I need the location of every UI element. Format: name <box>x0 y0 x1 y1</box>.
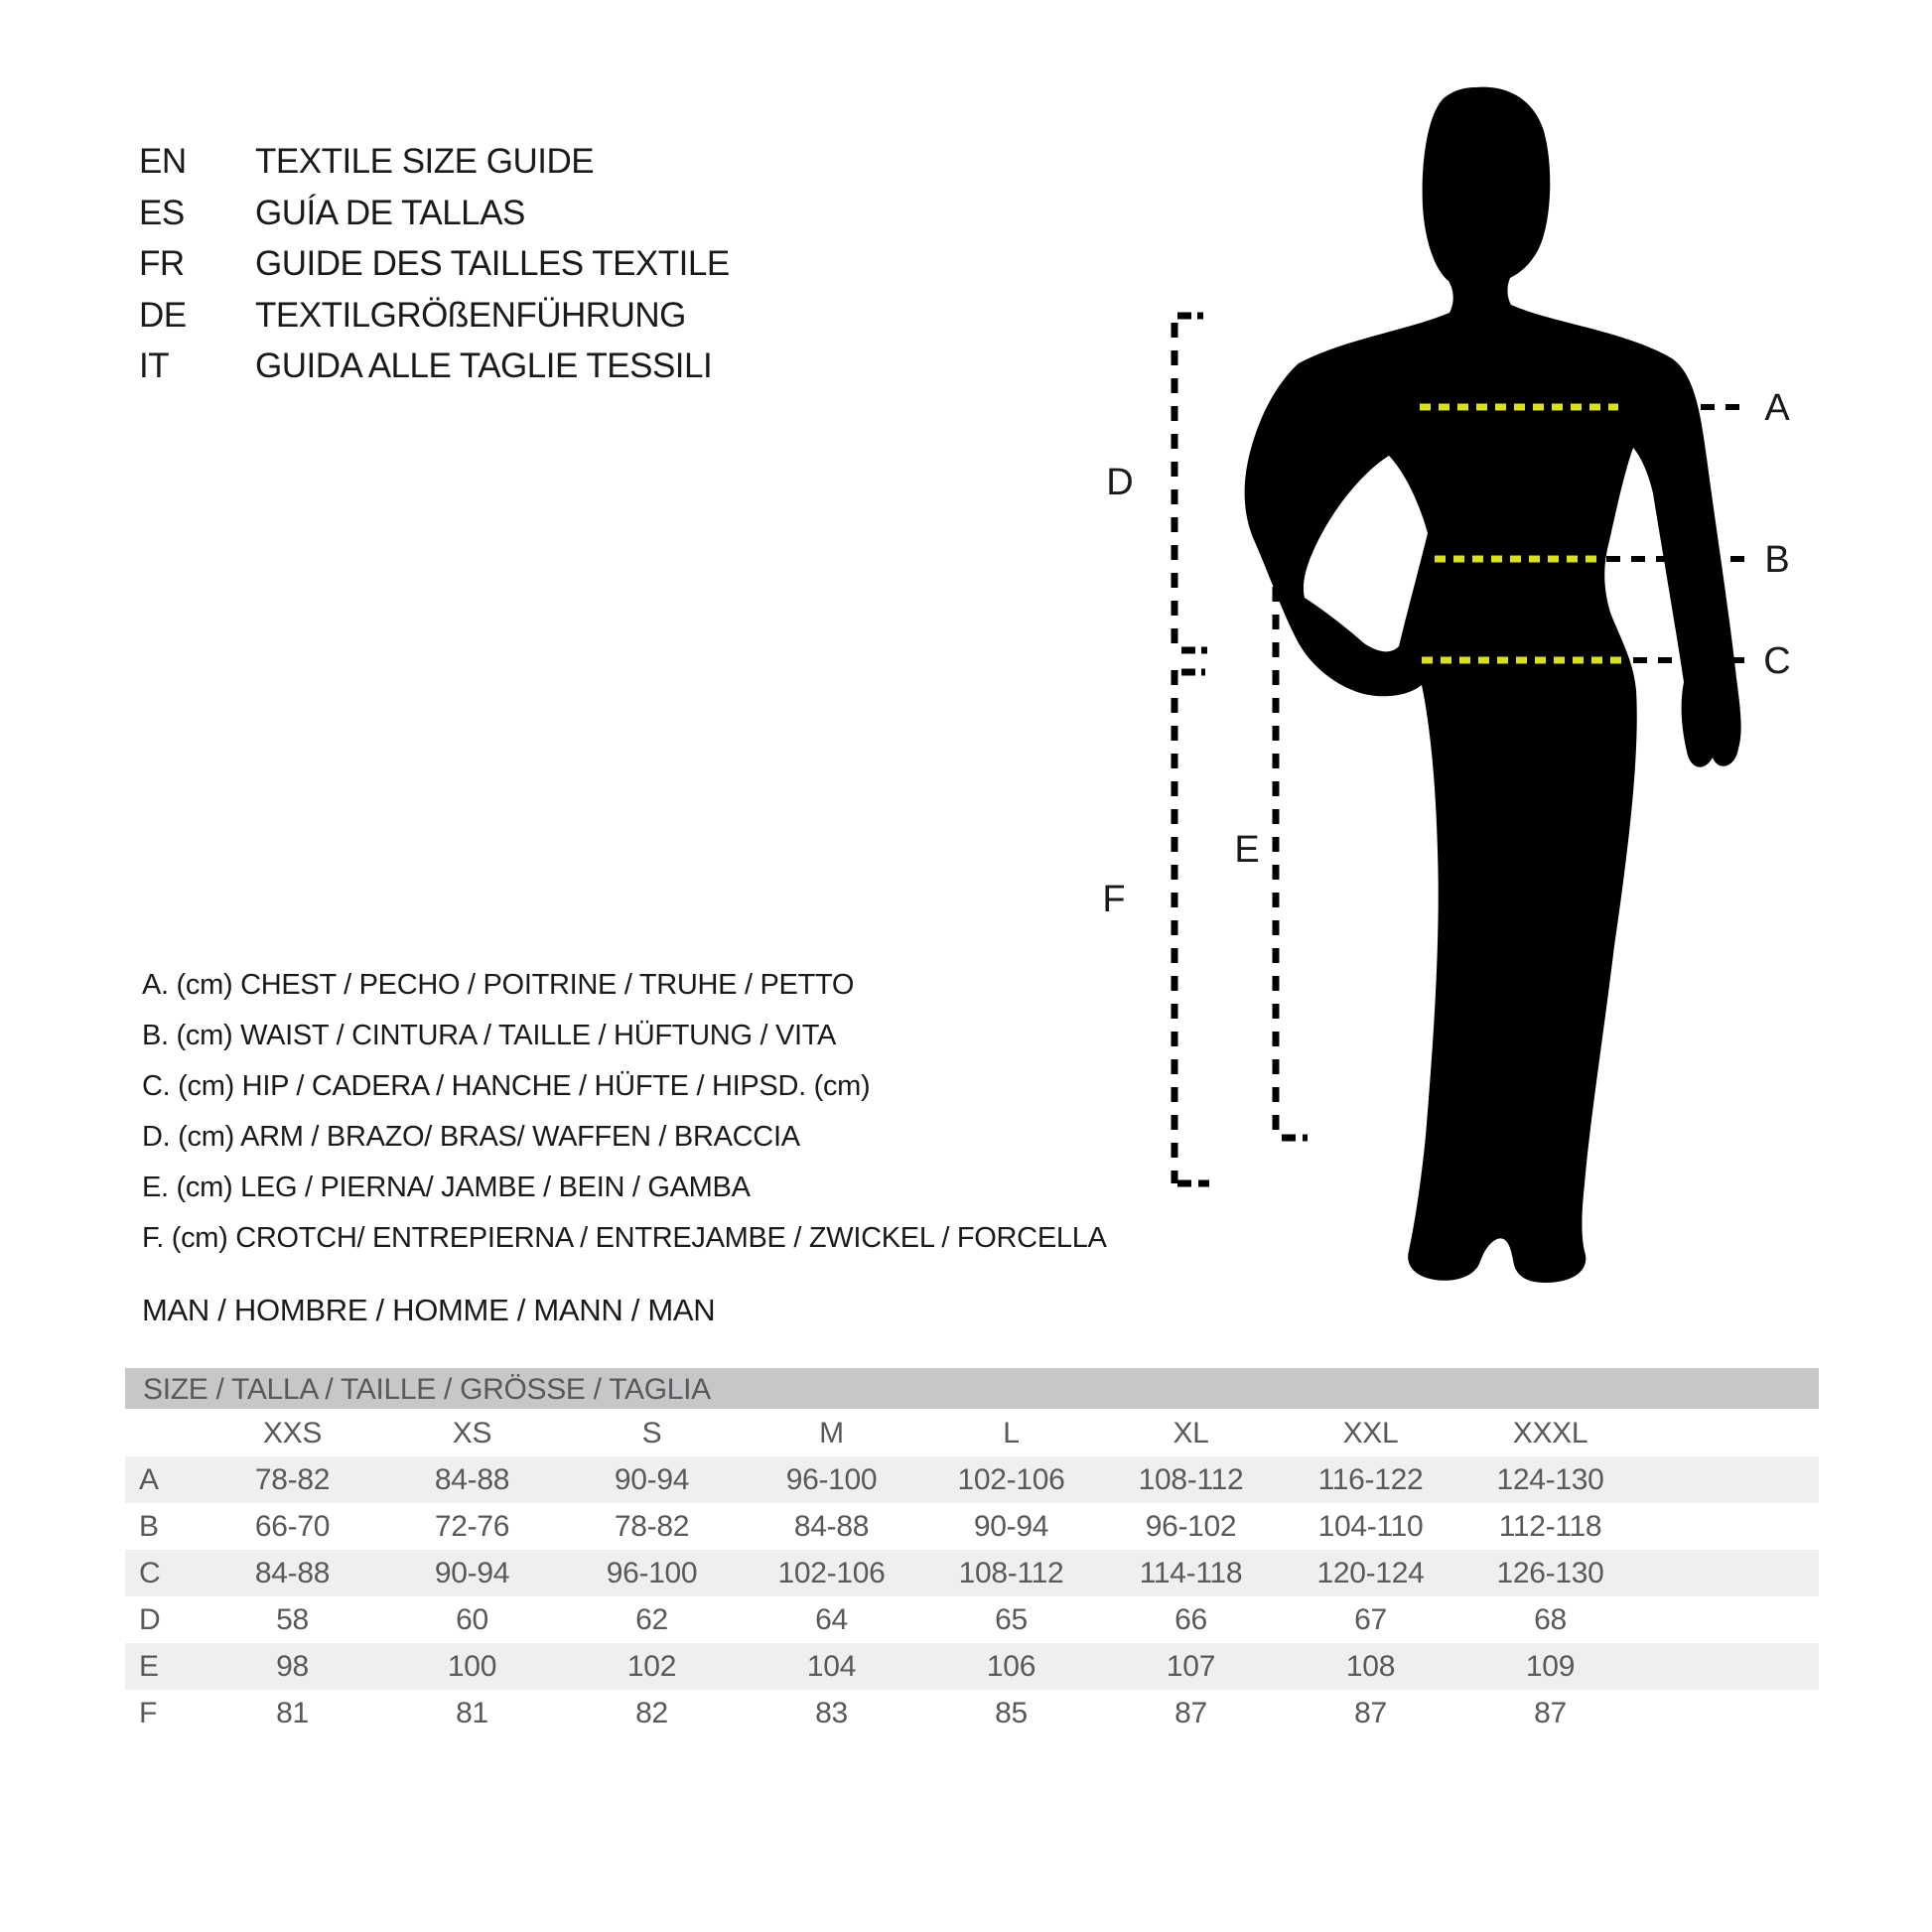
size-value-cell: 96-100 <box>606 1557 698 1589</box>
size-table-row <box>125 1503 1819 1550</box>
size-table-row <box>125 1596 1819 1643</box>
language-code: EN <box>139 142 187 181</box>
size-value-cell: 78-82 <box>614 1510 690 1543</box>
size-column-header: XS <box>452 1417 492 1449</box>
size-value-cell: 87 <box>1534 1697 1567 1729</box>
language-row <box>0 242 993 286</box>
size-value-cell: 102 <box>626 1650 677 1683</box>
size-value-cell: 100 <box>447 1650 497 1683</box>
size-table-body <box>125 1456 1819 1736</box>
language-row <box>0 140 993 184</box>
language-title: GUIDA ALLE TAGLIE TESSILI <box>255 346 713 385</box>
size-columns-row <box>125 1409 1819 1456</box>
size-value-cell: 68 <box>1534 1603 1567 1636</box>
size-value-cell: 84-88 <box>254 1557 331 1589</box>
size-table-row <box>125 1456 1819 1503</box>
size-row-label: B <box>139 1510 159 1543</box>
size-value-cell: 85 <box>995 1697 1028 1729</box>
language-row <box>0 294 993 338</box>
language-code: DE <box>139 295 187 335</box>
legend-line: F. (cm) CROTCH/ ENTREPIERNA / ENTREJAMBE / ZWICKEL / FORCELLA <box>142 1222 1107 1254</box>
measure-label-waist: B <box>1764 539 1790 581</box>
measure-label-arm: D <box>1106 462 1134 503</box>
size-value-cell: 126-130 <box>1496 1557 1604 1589</box>
size-value-cell: 108-112 <box>958 1557 1064 1589</box>
size-value-cell: 116-122 <box>1317 1463 1424 1496</box>
language-title: GUÍA DE TALLAS <box>255 193 525 232</box>
size-row-label: D <box>139 1603 161 1636</box>
size-value-cell: 109 <box>1525 1650 1576 1683</box>
size-value-cell: 84-88 <box>434 1463 510 1496</box>
size-value-cell: 62 <box>635 1603 668 1636</box>
size-value-cell: 58 <box>276 1603 309 1636</box>
size-value-cell: 90-94 <box>434 1557 510 1589</box>
language-row <box>0 345 993 388</box>
size-value-cell: 87 <box>1354 1697 1387 1729</box>
size-value-cell: 81 <box>456 1697 488 1729</box>
language-code: FR <box>139 244 185 283</box>
size-value-cell: 66 <box>1174 1603 1207 1636</box>
size-column-header: XXL <box>1342 1417 1399 1449</box>
measurement-diagram <box>1033 60 1847 1311</box>
size-value-cell: 102-106 <box>777 1557 886 1589</box>
measure-label-chest: A <box>1764 387 1790 429</box>
size-column-header: M <box>819 1417 844 1449</box>
size-value-cell: 82 <box>635 1697 668 1729</box>
size-table-header: SIZE / TALLA / TAILLE / GRÖSSE / TAGLIA <box>125 1368 1819 1409</box>
size-column-header: L <box>1003 1417 1020 1449</box>
language-title: TEXTILE SIZE GUIDE <box>255 142 595 181</box>
size-value-cell: 64 <box>815 1603 848 1636</box>
size-value-cell: 104-110 <box>1317 1510 1424 1543</box>
size-value-cell: 114-118 <box>1139 1557 1243 1589</box>
size-value-cell: 104 <box>806 1650 857 1683</box>
size-column-header: S <box>641 1417 662 1449</box>
language-code: IT <box>139 346 170 385</box>
size-value-cell: 67 <box>1354 1603 1387 1636</box>
size-value-cell: 112-118 <box>1498 1510 1602 1543</box>
size-table-row <box>125 1550 1819 1596</box>
man-silhouette-figure <box>1245 87 1741 1283</box>
size-value-cell: 66-70 <box>254 1510 331 1543</box>
size-row-label: F <box>139 1697 158 1729</box>
legend-line: C. (cm) HIP / CADERA / HANCHE / HÜFTE / HIPSD. (cm) <box>142 1070 871 1102</box>
measure-label-crotch: F <box>1102 879 1126 920</box>
size-value-cell: 107 <box>1166 1650 1216 1683</box>
language-title: GUIDE DES TAILLES TEXTILE <box>255 244 730 283</box>
size-value-cell: 72-76 <box>434 1510 510 1543</box>
size-column-header: XXS <box>262 1417 323 1449</box>
size-table-row <box>125 1690 1819 1736</box>
category-label: MAN / HOMBRE / HOMME / MANN / MAN <box>142 1293 716 1327</box>
size-value-cell: 108 <box>1345 1650 1396 1683</box>
language-row <box>0 192 993 235</box>
size-table-row <box>125 1643 1819 1690</box>
size-value-cell: 90-94 <box>614 1463 690 1496</box>
measure-label-leg: E <box>1234 829 1260 871</box>
size-value-cell: 124-130 <box>1496 1463 1604 1496</box>
size-value-cell: 81 <box>276 1697 309 1729</box>
size-value-cell: 87 <box>1174 1697 1207 1729</box>
size-value-cell: 102-106 <box>957 1463 1065 1496</box>
size-value-cell: 96-100 <box>785 1463 878 1496</box>
legend-line: E. (cm) LEG / PIERNA/ JAMBE / BEIN / GAMBA <box>142 1172 751 1203</box>
size-value-cell: 120-124 <box>1316 1557 1425 1589</box>
measure-label-hip: C <box>1763 640 1791 682</box>
legend-line: A. (cm) CHEST / PECHO / POITRINE / TRUHE / PETTO <box>142 969 855 1001</box>
size-value-cell: 84-88 <box>793 1510 870 1543</box>
size-value-cell: 78-82 <box>254 1463 331 1496</box>
size-row-label: E <box>139 1650 159 1683</box>
size-value-cell: 83 <box>815 1697 848 1729</box>
size-value-cell: 96-102 <box>1145 1510 1237 1543</box>
language-code: ES <box>139 193 185 232</box>
size-table <box>125 1368 1819 1736</box>
size-value-cell: 90-94 <box>973 1510 1049 1543</box>
size-column-header: XL <box>1173 1417 1209 1449</box>
size-value-cell: 106 <box>986 1650 1036 1683</box>
size-row-label: A <box>139 1463 159 1496</box>
legend-line: D. (cm) ARM / BRAZO/ BRAS/ WAFFEN / BRACCIA <box>142 1121 800 1153</box>
size-column-header: XXXL <box>1512 1417 1588 1449</box>
size-value-cell: 98 <box>276 1650 309 1683</box>
size-row-label-spacer <box>125 1409 203 1456</box>
size-row-label: C <box>139 1557 161 1589</box>
size-value-cell: 60 <box>456 1603 488 1636</box>
size-value-cell: 65 <box>995 1603 1028 1636</box>
language-title: TEXTILGRÖßENFÜHRUNG <box>255 295 686 335</box>
legend-line: B. (cm) WAIST / CINTURA / TAILLE / HÜFTUNG / VITA <box>142 1020 837 1051</box>
size-value-cell: 108-112 <box>1138 1463 1244 1496</box>
